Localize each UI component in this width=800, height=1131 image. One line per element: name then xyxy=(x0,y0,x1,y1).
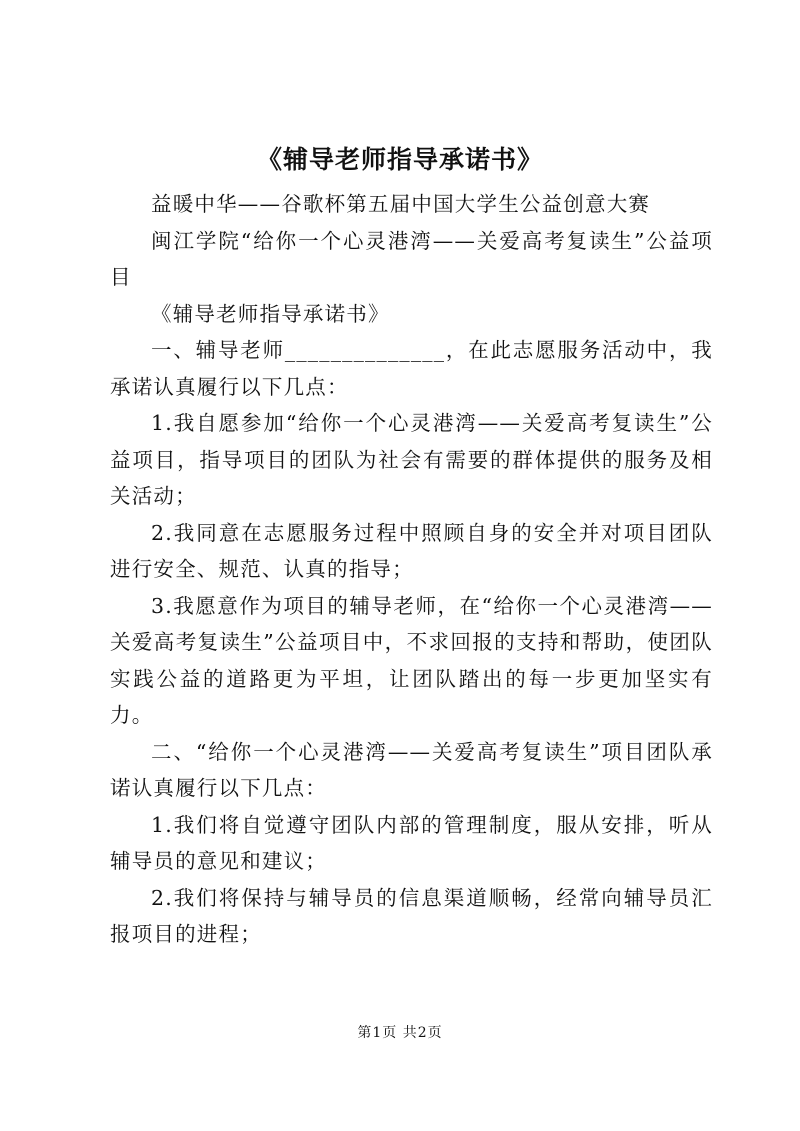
page-footer: 第1页 共2页 xyxy=(357,1025,443,1041)
document-title: 《辅导老师指导承诺书》 xyxy=(256,145,543,174)
paragraph-contest-name: 益暖中华——谷歌杯第五届中国大学生公益创意大赛 xyxy=(151,192,651,216)
paragraph-item-2: 2.我同意在志愿服务过程中照顾自身的安全并对项目团队进行安全、规范、认真的指导； xyxy=(110,520,713,581)
paragraph-team-item-1: 1.我们将自觉遵守团队内部的管理制度，服从安排，听从辅导员的意见和建议； xyxy=(110,812,713,873)
paragraph-item-1: 1.我自愿参加“给你一个心灵港湾——关爱高考复读生”公益项目，指导项目的团队为社会有需要的群体提供的服务及相关活动； xyxy=(110,411,713,508)
paragraph-project-name: 闽江学院“给你一个心灵港湾——关爱高考复读生”公益项目 xyxy=(110,228,713,289)
paragraph-section-one: 一、辅导老师______________，在此志愿服务活动中，我承诺认真履行以下几点： xyxy=(110,338,713,399)
paragraph-section-two: 二、“给你一个心灵港湾——关爱高考复读生”项目团队承诺认真履行以下几点： xyxy=(110,739,713,800)
document-body xyxy=(110,186,713,953)
paragraph-item-3: 3.我愿意作为项目的辅导老师，在“给你一个心灵港湾——关爱高考复读生”公益项目中，不求回报的支持和帮助，使团队实践公益的道路更为平坦，让团队踏出的每一步更加坚实有力。 xyxy=(110,593,713,727)
paragraph-team-item-2: 2.我们将保持与辅导员的信息渠道顺畅，经常向辅导员汇报项目的进程； xyxy=(110,885,713,946)
paragraph-subtitle: 《辅导老师指导承诺书》 xyxy=(151,301,390,326)
